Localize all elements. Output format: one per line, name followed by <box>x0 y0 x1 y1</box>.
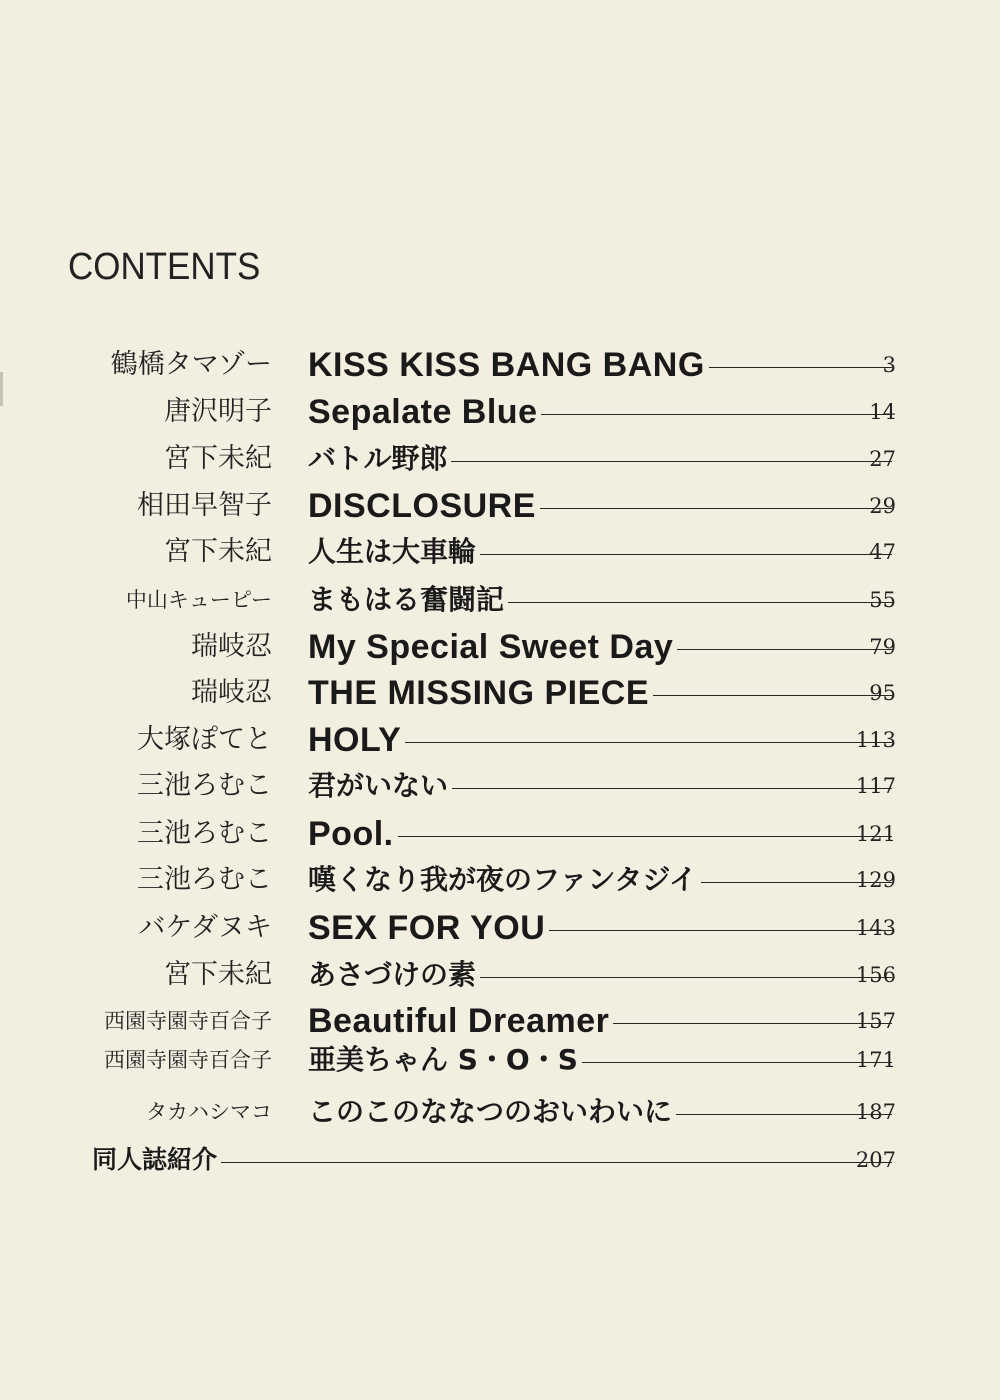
toc-entry[interactable] <box>0 955 1000 995</box>
leader-line <box>480 977 892 978</box>
entry-author: 宮下未紀 <box>164 443 272 474</box>
entry-author: タカハシマコ <box>146 1100 272 1124</box>
toc-entry[interactable] <box>0 1040 1000 1080</box>
entry-author: 西園寺園寺百合子 <box>104 1009 272 1033</box>
entry-page-number: 79 <box>869 635 896 659</box>
toc-entry[interactable] <box>0 766 1000 806</box>
entry-title: THE MISSING PIECE <box>308 674 649 712</box>
entry-title: My Special Sweet Day <box>308 628 674 666</box>
entry-page-number: 3 <box>882 353 896 377</box>
entry-title: まもはる奮闘記 <box>308 583 505 616</box>
entry-title: Pool. <box>308 815 394 853</box>
entry-author: 西園寺園寺百合子 <box>104 1048 272 1072</box>
entry-author: 宮下未紀 <box>164 959 272 990</box>
entry-page-number: 157 <box>855 1009 896 1033</box>
entry-title: KISS KISS BANG BANG <box>308 346 705 384</box>
entry-page-number: 207 <box>855 1148 896 1172</box>
leader-line <box>540 508 892 509</box>
toc-entry[interactable] <box>0 1001 1000 1041</box>
toc-entry[interactable] <box>0 345 1000 385</box>
entry-page-number: 95 <box>869 681 896 705</box>
toc-entry[interactable] <box>0 486 1000 526</box>
toc-entry[interactable] <box>0 720 1000 760</box>
entry-title: あさづけの素 <box>308 958 477 991</box>
toc-entry[interactable] <box>0 439 1000 479</box>
toc-entry[interactable] <box>0 860 1000 900</box>
toc-entry[interactable] <box>0 814 1000 854</box>
entry-page-number: 117 <box>855 774 896 798</box>
entry-title: HOLY <box>308 721 402 759</box>
entry-page-number: 55 <box>869 588 896 612</box>
entry-author: 瑞岐忍 <box>191 631 272 662</box>
toc-entry[interactable] <box>0 908 1000 948</box>
entry-title: Beautiful Dreamer <box>308 1002 610 1040</box>
entry-page-number: 29 <box>869 494 896 518</box>
entry-author: 相田早智子 <box>137 490 272 521</box>
entry-author: 唐沢明子 <box>164 396 272 427</box>
leader-line <box>405 742 892 743</box>
entry-page-number: 27 <box>869 447 896 471</box>
entry-author: 中山キューピー <box>125 588 272 612</box>
leader-line <box>221 1162 892 1163</box>
leader-line <box>582 1062 892 1063</box>
entry-title: SEX FOR YOU <box>308 909 546 947</box>
page-title: CONTENTS <box>68 246 261 288</box>
toc-entry[interactable] <box>0 1092 1000 1132</box>
toc-entry[interactable] <box>0 392 1000 432</box>
toc-entry[interactable] <box>0 532 1000 572</box>
entry-author: 三池ろむこ <box>137 818 272 849</box>
entry-author: 宮下未紀 <box>164 536 272 567</box>
entry-author: 大塚ぽてと <box>137 724 272 755</box>
entry-page-number: 14 <box>869 400 896 424</box>
toc-entry[interactable] <box>0 673 1000 713</box>
toc-entry[interactable] <box>0 580 1000 620</box>
toc-entry[interactable] <box>0 627 1000 667</box>
entry-author: 瑞岐忍 <box>191 677 272 708</box>
leader-line <box>398 836 892 837</box>
leader-line <box>508 602 892 603</box>
entry-author: 鶴橋タマゾー <box>110 349 272 380</box>
entry-page-number: 129 <box>855 868 896 892</box>
entry-page-number: 47 <box>869 540 896 564</box>
toc-entry-special[interactable] <box>0 1140 1000 1180</box>
leader-line <box>452 788 892 789</box>
entry-title: 人生は大車輪 <box>308 535 477 568</box>
entry-title: このこのななつのおいわいに <box>308 1095 673 1128</box>
leader-line <box>549 930 892 931</box>
entry-author: 三池ろむこ <box>137 864 272 895</box>
entry-title: Sepalate Blue <box>308 393 538 431</box>
entry-page-number: 113 <box>855 728 896 752</box>
leader-line <box>541 414 892 415</box>
entry-title: 亜美ちゃん S・O・S <box>308 1043 578 1076</box>
leader-line <box>451 461 892 462</box>
entry-page-number: 143 <box>855 916 896 940</box>
entry-title: 嘆くなり我が夜のファンタジイ <box>308 863 697 896</box>
entry-title: バトル野郎 <box>308 442 448 475</box>
entry-page-number: 187 <box>855 1100 896 1124</box>
entry-title: 君がいない <box>308 769 449 802</box>
entry-page-number: 121 <box>855 822 896 846</box>
entry-page-number: 156 <box>855 963 896 987</box>
entry-author: バケダヌキ <box>138 912 272 943</box>
leader-line <box>480 554 892 555</box>
entry-author: 三池ろむこ <box>137 770 272 801</box>
entry-title: 同人誌紹介 <box>92 1145 218 1174</box>
entry-title: DISCLOSURE <box>308 487 536 525</box>
entry-page-number: 171 <box>855 1048 896 1072</box>
